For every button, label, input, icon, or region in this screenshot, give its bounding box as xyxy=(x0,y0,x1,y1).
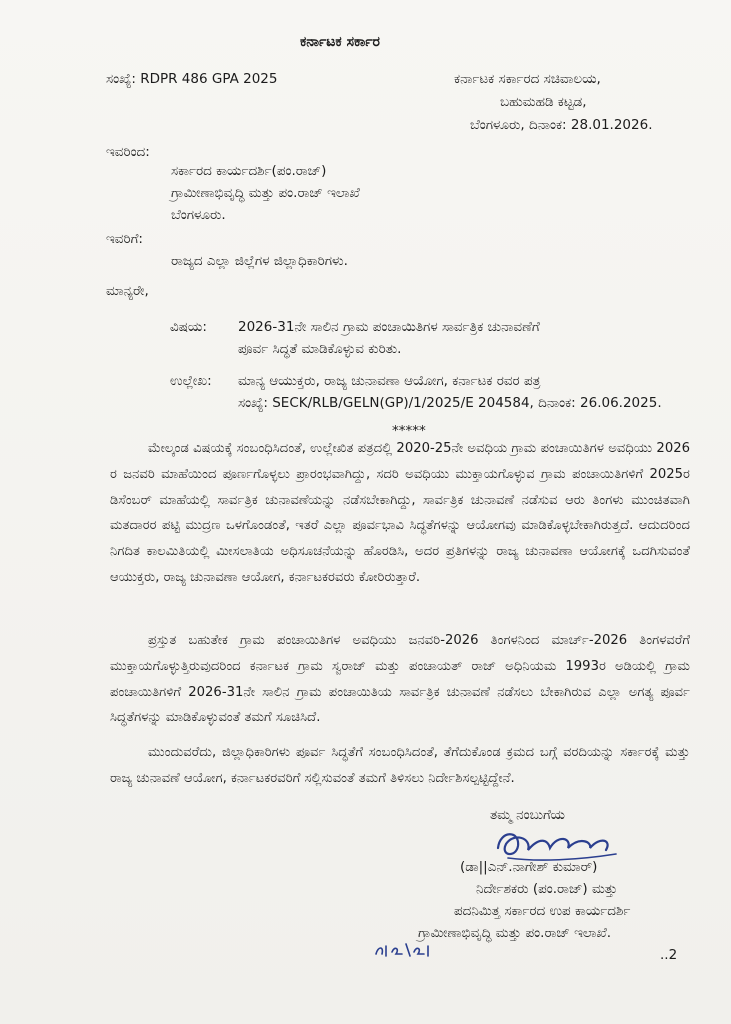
reference-line1: ಮಾನ್ಯ ಆಯುಕ್ತರು, ರಾಜ್ಯ ಚುನಾವಣಾ ಆಯೋಗ, ಕರ್ನಾಟಕ ರವರ ಪತ್ರ xyxy=(238,373,541,389)
body-paragraph-3: ಮುಂದುವರೆದು, ಜಿಲ್ಲಾಧಿಕಾರಿಗಳು ಪೂರ್ವ ಸಿದ್ಧತೆಗೆ ಸಂಬಂಧಿಸಿದಂತೆ, ತೆಗೆದುಕೊಂಡ ಕ್ರಮದ ಬಗ್ಗೆ ವರದಿಯನ್ನು ಸರ್ಕಾರಕ್ಕೆ ಮತ್ತು ರಾಜ್ಯ ಚುನಾವಣೆ ಆಯೋಗ, ಕರ್ನಾಟಕರವರಿಗೆ ಸಲ್ಲಿಸುವಂತೆ ತಮಗೆ ತಿಳಿಸಲು ನಿರ್ದೇಶಿಸಲ್ಪಟ್ಟಿದ್ದೇನೆ. xyxy=(110,745,690,786)
office-address-line2: ಬಹುಮಹಡಿ ಕಟ್ಟಡ, xyxy=(500,94,587,110)
subject-line1: 2026-31ನೇ ಸಾಲಿನ ಗ್ರಾಮ ಪಂಚಾಯಿತಿಗಳ ಸಾರ್ವತ್ರಿಕ ಚುನಾವಣೆಗೆ xyxy=(238,319,540,335)
separator-stars: ***** xyxy=(392,423,426,439)
signatory-designation-1: ನಿರ್ದೇಶಕರು (ಪಂ.ರಾಜ್) ಮತ್ತು xyxy=(476,881,618,897)
signatory-department: ಗ್ರಾಮೀಣಾಭಿವೃದ್ಧಿ ಮತ್ತು ಪಂ.ರಾಜ್ ಇಲಾಖೆ. xyxy=(418,925,612,941)
page-marker: ..2 xyxy=(660,947,678,963)
signatory-name: (ಡಾ||ಎನ್.ನಾಗೇಶ್ ಕುಮಾರ್) xyxy=(460,859,598,875)
to-line1: ರಾಜ್ಯದ ಎಲ್ಲಾ ಜಿಲ್ಲೆಗಳ ಜಿಲ್ಲಾಧಿಕಾರಿಗಳು. xyxy=(171,253,348,269)
office-address-line1: ಕರ್ನಾಟಕ ಸರ್ಕಾರದ ಸಚಿವಾಲಯ, xyxy=(454,71,601,87)
reference-line2: ಸಂಖ್ಯೆ: SECK/RLB/GELN(GP)/1/2025/E 204584, ದಿನಾಂಕ: 26.06.2025. xyxy=(238,395,662,411)
reference-number: ಸಂಖ್ಯೆ: RDPR 486 GPA 2025 xyxy=(106,71,278,87)
to-label: ಇವರಿಗೆ: xyxy=(106,231,143,247)
from-label: ಇವರಿಂದ: xyxy=(106,144,150,160)
initials-icon xyxy=(372,940,436,960)
from-line2: ಗ್ರಾಮೀಣಾಭಿವೃದ್ಧಿ ಮತ್ತು ಪಂ.ರಾಜ್ ಇಲಾಖೆ xyxy=(171,185,360,201)
body-paragraph-1: ಮೇಲ್ಕಂಡ ವಿಷಯಕ್ಕೆ ಸಂಬಂಧಿಸಿದಂತೆ, ಉಲ್ಲೇಖಿತ ಪತ್ರದಲ್ಲಿ 2020-25ನೇ ಅವಧಿಯ ಗ್ರಾಮ ಪಂಚಾಯಿತಿಗಳ ಅವಧಿಯು 2026 ರ ಜನವರಿ ಮಾಹೆಯಿಂದ ಪೂರ್ಣಗೊಳ್ಳಲು ಪ್ರಾರಂಭವಾಗಿದ್ದು, ಸದರಿ ಅವಧಿಯು ಮುಕ್ತಾಯಗೊಳ್ಳುವ ಗ್ರಾಮ ಪಂಚಾಯಿತಿಗಳಿಗೆ 2025ರ ಡಿಸೆಂಬರ್ ಮಾಹೆಯಲ್ಲಿ ಸಾರ್ವತ್ರಿಕ ಚುನಾವಣೆಯನ್ನು ನಡೆಸಬೇಕಾಗಿದ್ದು, ಸಾರ್ವತ್ರಿಕ ಚುನಾವಣೆ ನಡೆಸುವ ಆರು ತಿಂಗಳು ಮುಂಚಿತವಾಗಿ ಮತದಾರರ ಪಟ್ಟಿ ಮುದ್ರಣ ಒಳಗೊಂಡಂತೆ, ಇತರೆ ಎಲ್ಲಾ ಪೂರ್ವಭಾವಿ ಸಿದ್ಧತೆಗಳನ್ನು ಆಯೋಗವು ಮಾಡಿಕೊಳ್ಳಬೇಕಾಗಿರುತ್ತದೆ. ಆದುದರಿಂದ ನಿಗದಿತ ಕಾಲಮಿತಿಯಲ್ಲಿ ಮೀಸಲಾತಿಯ ಅಧಿಸೂಚನೆಯನ್ನು ಹೊರಡಿಸಿ, ಅದರ ಪ್ರತಿಗಳನ್ನು ರಾಜ್ಯ ಚುನಾವಣಾ ಆಯೋಗಕ್ಕೆ ಒದಗಿಸುವಂತೆ ಆಯುಕ್ತರು, ರಾಜ್ಯ ಚುನಾವಣಾ ಆಯೋಗ, ಕರ್ನಾಟಕರವರು ಕೋರಿರುತ್ತಾರೆ. xyxy=(110,441,690,585)
subject-line2: ಪೂರ್ವ ಸಿದ್ಧತೆ ಮಾಡಿಕೊಳ್ಳುವ ಕುರಿತು. xyxy=(238,341,402,357)
subject-label: ವಿಷಯ: xyxy=(170,319,207,335)
closing-yours: ತಮ್ಮ ನಂಬುಗೆಯ xyxy=(490,807,565,823)
letter-date: ಬೆಂಗಳೂರು, ದಿನಾಂಕ: 28.01.2026. xyxy=(470,117,653,133)
signatory-designation-2: ಪದನಿಮಿತ್ತ ಸರ್ಕಾರದ ಉಪ ಕಾರ್ಯದರ್ಶಿ xyxy=(454,903,631,919)
salutation: ಮಾನ್ಯರೇ, xyxy=(106,283,149,299)
from-line1: ಸರ್ಕಾರದ ಕಾರ್ಯದರ್ಶಿ(ಪಂ.ರಾಜ್) xyxy=(171,163,327,179)
body-paragraph-2: ಪ್ರಸ್ತುತ ಬಹುತೇಕ ಗ್ರಾಮ ಪಂಚಾಯಿತಿಗಳ ಅವಧಿಯು ಜನವರಿ-2026 ತಿಂಗಳನಿಂದ ಮಾರ್ಚ್-2026 ತಿಂಗಳವರೆಗೆ ಮುಕ್ತಾಯಗೊಳ್ಳುತ್ತಿರುವುದರಿಂದ ಕರ್ನಾಟಕ ಗ್ರಾಮ ಸ್ವರಾಜ್ ಮತ್ತು ಪಂಚಾಯತ್ ರಾಜ್ ಅಧಿನಿಯಮ 1993ರ ಅಡಿಯಲ್ಲಿ ಗ್ರಾಮ ಪಂಚಾಯಿತಿಗಳಿಗೆ 2026-31ನೇ ಸಾಲಿನ ಗ್ರಾಮ ಪಂಚಾಯಿತಿಯ ಸಾರ್ವತ್ರಿಕ ಚುನಾವಣೆ ನಡೆಸಲು ಬೇಕಾಗಿರುವ ಎಲ್ಲಾ ಅಗತ್ಯ ಪೂರ್ವ ಸಿದ್ಧತೆಗಳನ್ನು ಮಾಡಿಕೊಳ್ಳುವಂತೆ ತಮಗೆ ಸೂಚಿಸಿದೆ. xyxy=(110,633,690,726)
letter-title: ಕರ್ನಾಟಕ ಸರ್ಕಾರ xyxy=(300,34,380,50)
from-line3: ಬೆಂಗಳೂರು. xyxy=(171,207,226,223)
reference-label: ಉಲ್ಲೇಖ: xyxy=(170,373,212,389)
